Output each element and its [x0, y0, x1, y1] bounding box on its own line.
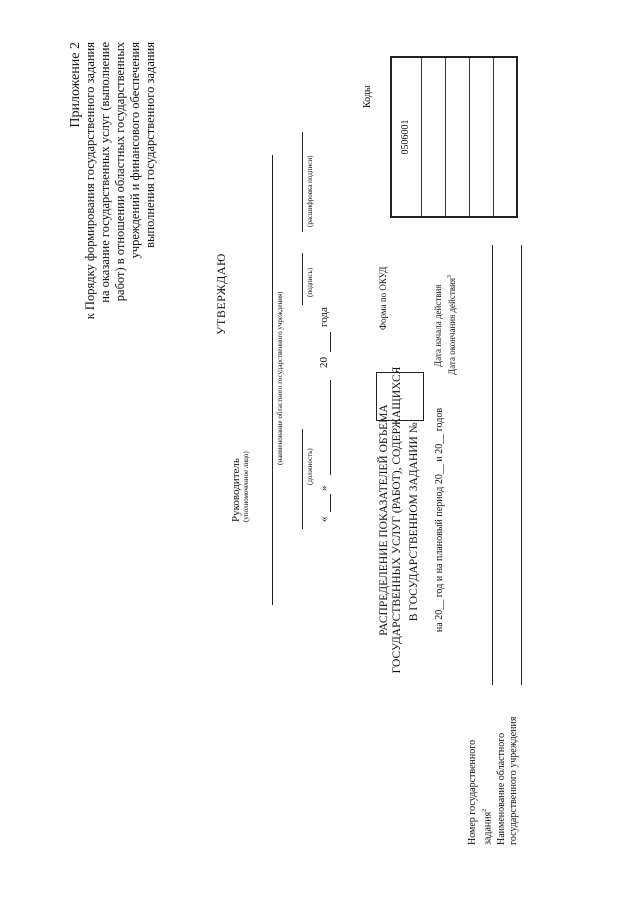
code-row-start-date[interactable] [446, 58, 470, 216]
decoding-hint: (расшифровка подписи) [306, 155, 314, 227]
appendix-header [68, 42, 158, 402]
code-row-okud [392, 58, 422, 216]
task-number-line[interactable] [492, 245, 493, 685]
org-hint: (наименование областного государственного учреждения) [276, 291, 284, 465]
title-line: ГОСУДАРСТВЕННЫХ УСЛУГ (РАБОТ), СОДЕРЖАЩИХСЯ [391, 366, 403, 674]
codes-table [390, 56, 518, 218]
head-hint: (уполномоченное лицо) [242, 451, 250, 522]
year-prefix: 20 [318, 357, 330, 368]
date-close-quote: » [318, 485, 330, 491]
code-row-end-date[interactable] [470, 58, 494, 216]
appendix-line: работ) в отношении областных государственных [113, 42, 127, 302]
decoding-line[interactable] [302, 132, 303, 232]
month-line[interactable] [330, 380, 331, 475]
okud-label: Форма по ОКУД [378, 266, 388, 330]
approve-title: УТВЕРЖДАЮ [214, 253, 228, 335]
appendix-line: к Порядку формирования государственного задания [83, 42, 97, 320]
document-period: на 20__ год и на плановый период 20__ и 20__ годов [434, 407, 445, 633]
appendix-line: выполнения государственного задания [143, 42, 157, 248]
okud-value[interactable]: 0506001 [400, 119, 411, 155]
institution-label: Наименование областного государственного учреждения [496, 716, 519, 845]
head-label-block [230, 451, 250, 522]
day-line[interactable] [330, 494, 331, 512]
code-row-2[interactable] [422, 58, 446, 216]
task-number-box[interactable] [376, 372, 424, 421]
org-name-line-2[interactable] [272, 155, 273, 355]
title-line: РАСПРЕДЕЛЕНИЕ ПОКАЗАТЕЛЕЙ ОБЪЕМА [378, 404, 390, 636]
institution-line[interactable] [521, 245, 522, 685]
code-row-5[interactable] [494, 58, 516, 216]
position-line[interactable] [302, 429, 303, 529]
task-number-label: Номер государственного задания$^2$ [467, 739, 494, 845]
org-name-line[interactable] [272, 355, 273, 605]
appendix-number: Приложение 2 [68, 42, 83, 128]
signature-hint: (подпись) [306, 267, 314, 297]
appendix-line: на оказание государственных услуг (выполнение [98, 42, 112, 303]
title-line: В ГОСУДАРСТВЕННОМ ЗАДАНИИ №$^1$ [406, 418, 420, 622]
title-footnote: 1 [406, 418, 414, 423]
year-line[interactable] [330, 332, 331, 352]
signature-line[interactable] [302, 253, 303, 305]
position-hint: (должность) [306, 448, 314, 485]
end-date-label: Дата окончания действия$^3$ [447, 275, 457, 375]
date-open-quote: « [318, 516, 330, 522]
head-label: Руководитель [230, 458, 242, 522]
codes-title: Коды [362, 85, 373, 108]
appendix-line: учреждений и финансового обеспечения [128, 42, 142, 259]
year-suffix: года [318, 307, 330, 327]
start-date-label: Дата начала действия [433, 284, 443, 367]
